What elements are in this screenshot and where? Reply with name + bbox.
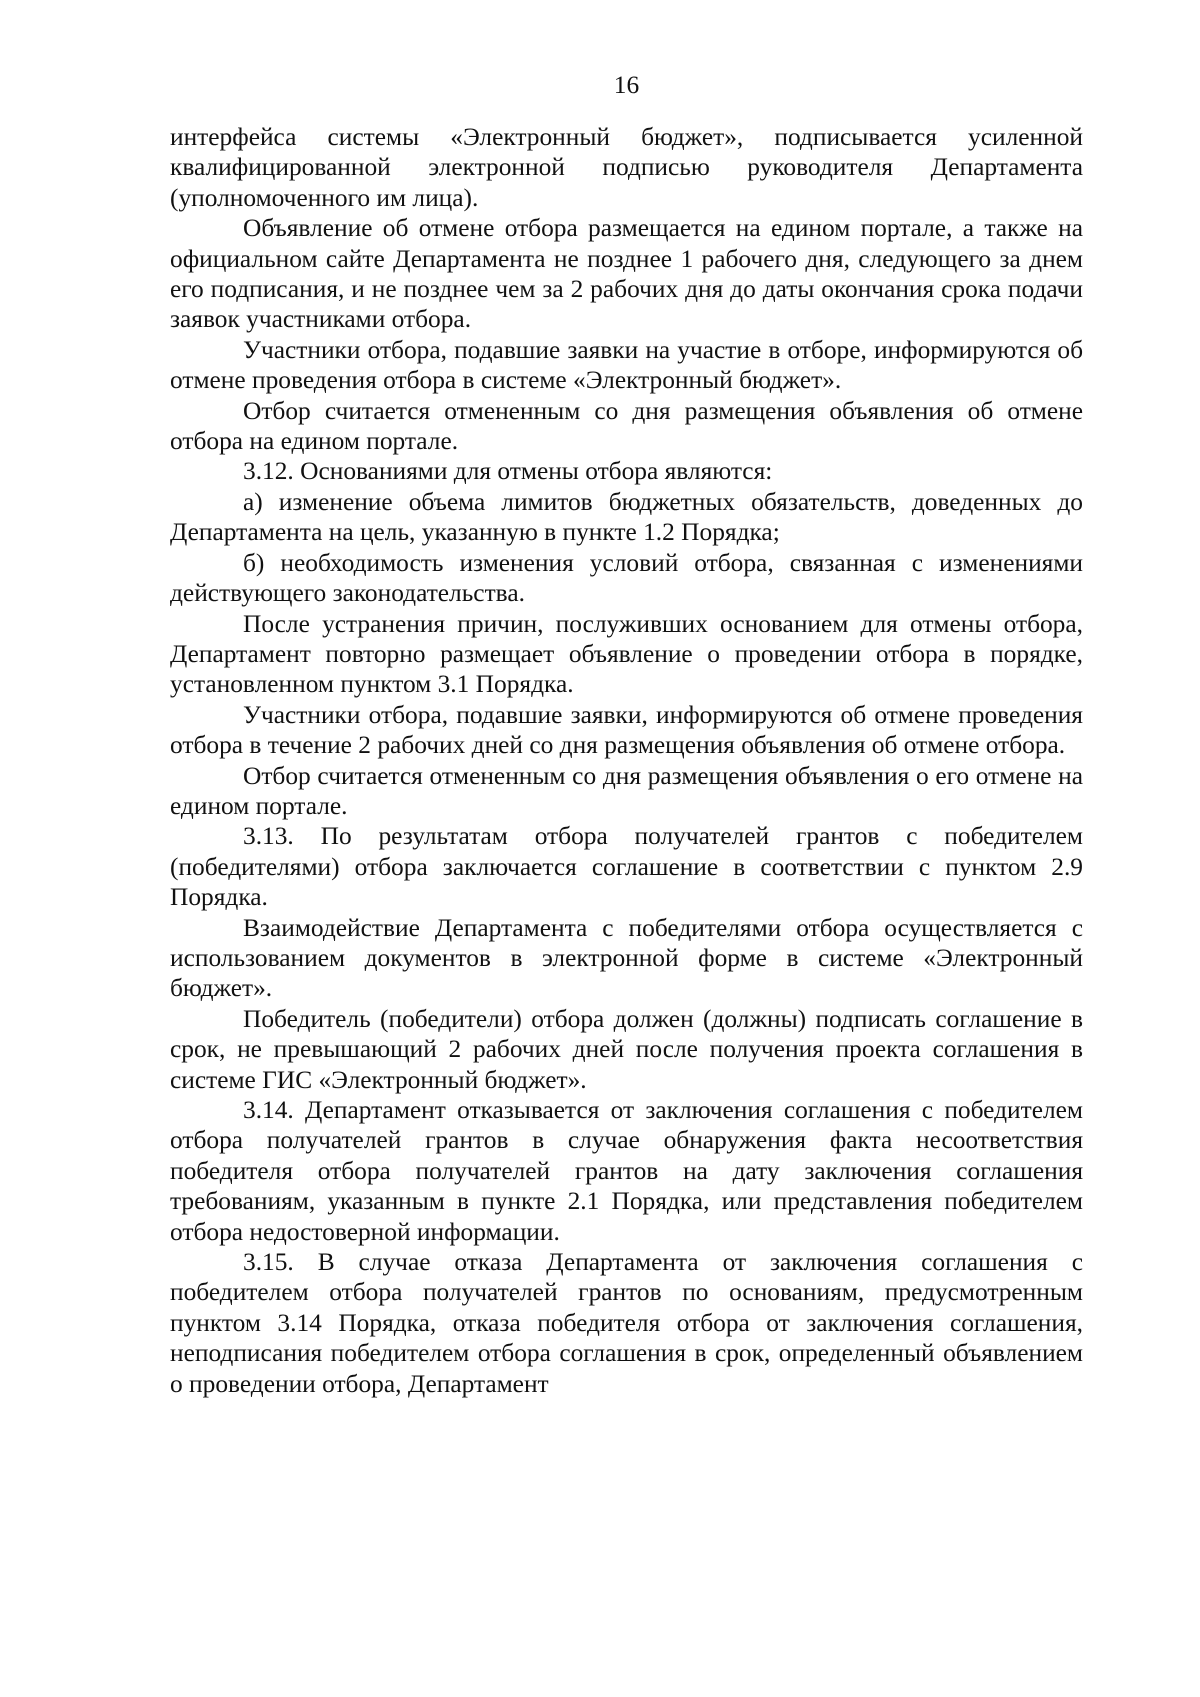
paragraph-3-12-b: б) необходимость изменения условий отбора, связанная с изменениями действующего законодательства. — [170, 548, 1083, 608]
paragraph-selection-cancelled: Отбор считается отмененным со дня размещения объявления об отмене отбора на едином портале. — [170, 396, 1083, 456]
paragraph-3-13: 3.13. По результатам отбора получателей грантов с победителем (победителями) отбора заключается соглашение в соответствии с пунктом 2.9 Порядка. — [170, 822, 1083, 912]
paragraph-repeat-announcement: После устранения причин, послуживших основанием для отмены отбора, Департамент повторно размещает объявление о проведении отбора в порядке, установленном пунктом 3.1 Порядка. — [170, 609, 1083, 699]
paragraph-interaction: Взаимодействие Департамента с победителями отбора осуществляется с использованием документов в электронной форме в системе «Электронный бюджет». — [170, 913, 1083, 1003]
paragraph-participants-informed: Участники отбора, подавшие заявки на участие в отборе, информируются об отмене проведения отбора в системе «Электронный бюджет». — [170, 335, 1083, 395]
paragraph-continuation: интерфейса системы «Электронный бюджет», подписывается усиленной квалифицированной электронной подписью руководителя Департамента (уполномоченного им лица). — [170, 123, 1083, 212]
paragraph-participants-informed-2: Участники отбора, подавшие заявки, информируются об отмене проведения отбора в течение 2 рабочих дней со дня размещения объявления об отмене отбора. — [170, 700, 1083, 760]
paragraph-3-14: 3.14. Департамент отказывается от заключения соглашения с победителем отбора получателей грантов в случае обнаружения факта несоответствия победителя отбора получателей грантов на дату заключения соглашения требованиям, указанным в пункте 2.1 Порядка, или представления победителем отбора недостоверной информации. — [170, 1096, 1083, 1246]
paragraph-3-15: 3.15. В случае отказа Департамента от заключения соглашения с победителем отбора получателей грантов по основаниям, предусмотренным пунктом 3.14 Порядка, отказа победителя отбора от заключения соглашения, неподписания победителем отбора соглашения в срок, определенный объявлением о проведении отбора, Департамент — [170, 1248, 1083, 1398]
paragraph-winner-signs: Победитель (победители) отбора должен (должны) подписать соглашение в срок, не превышающий 2 рабочих дней после получения проекта соглашения в системе ГИС «Электронный бюджет». — [170, 1004, 1083, 1094]
paragraph-3-12-a: а) изменение объема лимитов бюджетных обязательств, доведенных до Департамента на цель, указанную в пункте 1.2 Порядка; — [170, 487, 1083, 547]
paragraph-selection-cancelled-2: Отбор считается отмененным со дня размещения объявления о его отмене на едином портале. — [170, 761, 1083, 820]
paragraph-3-12: 3.12. Основаниями для отмены отбора являются: — [243, 457, 773, 486]
paragraph-cancellation-notice: Объявление об отмене отбора размещается на едином портале, а также на официальном сайте Департамента не позднее 1 рабочего дня, следующего за днем его подписания, и не позднее чем за 2 рабочих дня до даты окончания срока подачи заявок участниками отбора. — [170, 214, 1083, 334]
page-number: 16 — [613, 71, 640, 99]
